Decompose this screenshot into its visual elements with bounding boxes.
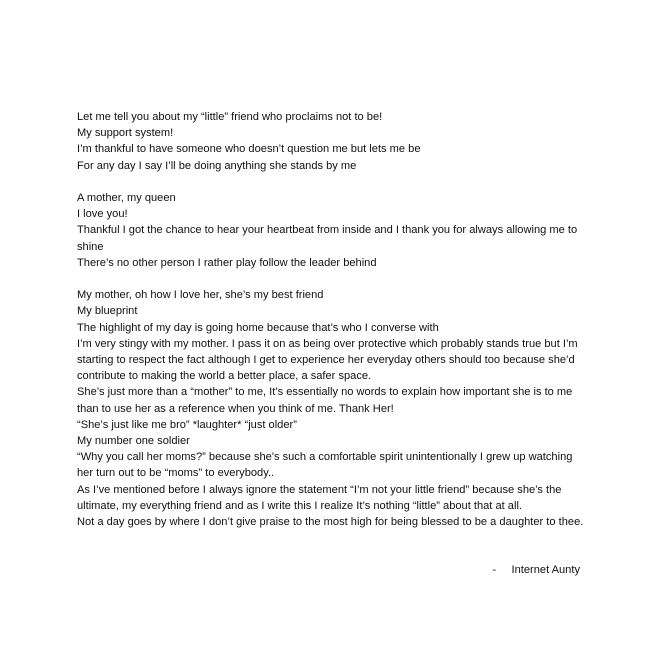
poem-line: There’s no other person I rather play follow the leader behind: [77, 256, 377, 269]
poem-line: A mother, my queen: [77, 192, 176, 204]
poem-line: “Why you call her moms?” because she's such a comfortable spirit unintentionally I grew up watching her turn out to be “moms” to everybody..: [77, 451, 573, 480]
poem-line: Let me tell you about my “little” friend who proclaims not to be!: [77, 111, 383, 123]
poem-line: Thankful I got the chance to hear your heartbeat from inside and I thank you for always allowing me to shine: [77, 224, 578, 253]
poem-line: I love you!: [77, 208, 128, 221]
poem-line: I’m thankful to have someone who doesn’t question me but lets me be: [77, 143, 421, 156]
stanza-2: [77, 190, 587, 271]
stanza-1: [77, 109, 587, 174]
poem-line: She’s just more than a “mother” to me, It’s essentially no words to explain how important she is to me than to use her as a reference when you think of me. Thank Her!: [77, 386, 573, 415]
poem-line: My mother, oh how I love her, she’s my best friend: [77, 289, 324, 302]
poem-line: My support system!: [77, 127, 174, 140]
poem-line: I’m very stingy with my mother. I pass it on as being over protective which probably stands true but I’m starting to respect the fact although I get to experience her everyday others should too because she’d contribute to making the world a better place, a safer space.: [77, 337, 578, 383]
poem-line: My number one soldier: [77, 435, 190, 448]
poem-line: As I’ve mentioned before I always ignore the statement “I’m not your little friend” because she’s the ultimate, my everything friend and as I write this I realize It’s nothing “little” about that at all.: [77, 483, 562, 512]
signature: - Internet Aunty: [492, 564, 580, 576]
poem-line: The highlight of my day is going home because that’s who I converse with: [77, 321, 439, 334]
poem-line: My blueprint: [77, 305, 138, 318]
poem-line: For any day I say I’ll be doing anything she stands by me: [77, 159, 357, 172]
stanza-3: [77, 287, 587, 530]
poem-line: “She’s just like me bro” *laughter* “just older”: [77, 418, 297, 431]
poem-body: [77, 109, 587, 546]
poem-line: Not a day goes by where I don’t give praise to the most high for being blessed to be a daughter to thee.: [77, 516, 584, 529]
